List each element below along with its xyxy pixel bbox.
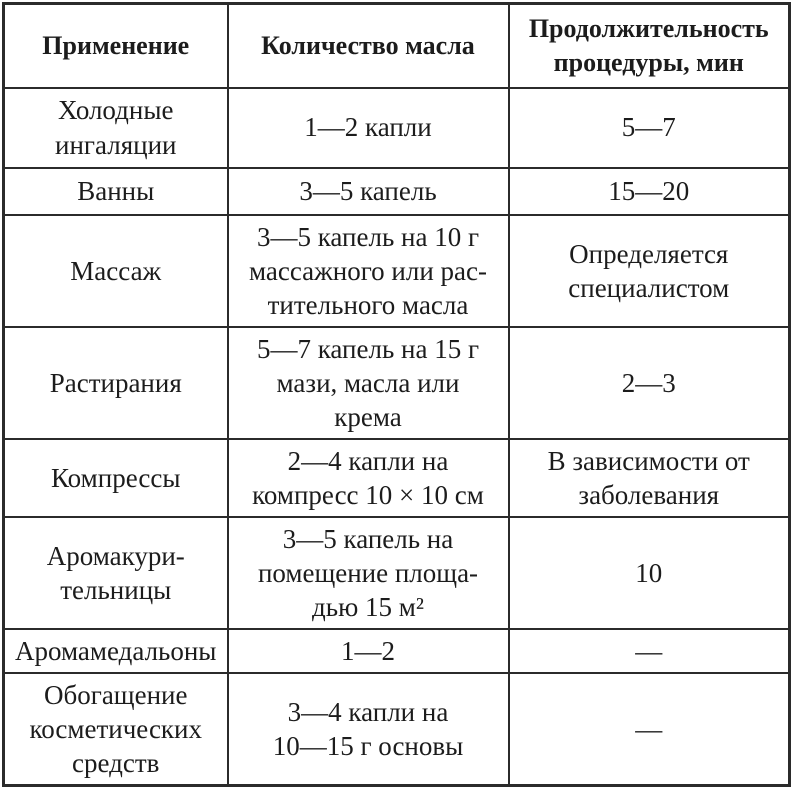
cell-duration: 2—3 xyxy=(509,327,790,439)
table-row xyxy=(4,629,790,673)
cell-amount: 2—4 капли на компресс 10 × 10 см xyxy=(228,439,509,517)
cell-amount: 3—5 капель xyxy=(228,168,509,215)
cell-application: Компрессы xyxy=(4,439,228,517)
cell-amount: 5—7 капель на 15 г мази, масла или крема xyxy=(228,327,509,439)
header-cell-application: Применение xyxy=(4,4,228,88)
table-row xyxy=(4,327,790,439)
cell-application: Массаж xyxy=(4,215,228,327)
header-cell-amount: Количество масла xyxy=(228,4,509,88)
table-row xyxy=(4,673,790,786)
cell-application: Аромакури- тельницы xyxy=(4,517,228,629)
header-cell-duration: Продолжительность процедуры, мин xyxy=(509,4,790,88)
table-row xyxy=(4,439,790,517)
table-header-row xyxy=(4,4,790,88)
table-row xyxy=(4,88,790,168)
table-row xyxy=(4,517,790,629)
cell-application: Ванны xyxy=(4,168,228,215)
cell-duration: В зависимости от заболевания xyxy=(509,439,790,517)
cell-amount: 1—2 капли xyxy=(228,88,509,168)
cell-duration: 15—20 xyxy=(509,168,790,215)
cell-duration: 10 xyxy=(509,517,790,629)
cell-amount: 1—2 xyxy=(228,629,509,673)
oil-usage-table xyxy=(2,2,791,787)
cell-duration: Определяется специалистом xyxy=(509,215,790,327)
table-row xyxy=(4,215,790,327)
cell-duration: 5—7 xyxy=(509,88,790,168)
cell-amount: 3—5 капель на 10 г массажного или рас- тительного масла xyxy=(228,215,509,327)
cell-application: Обогащение косметических средств xyxy=(4,673,228,786)
cell-amount: 3—5 капель на помещение площа- дью 15 м² xyxy=(228,517,509,629)
cell-application: Растирания xyxy=(4,327,228,439)
cell-application: Аромамедальоны xyxy=(4,629,228,673)
cell-duration: — xyxy=(509,673,790,786)
cell-application: Холодные ингаляции xyxy=(4,88,228,168)
cell-duration: — xyxy=(509,629,790,673)
table-row xyxy=(4,168,790,215)
cell-amount: 3—4 капли на 10—15 г основы xyxy=(228,673,509,786)
